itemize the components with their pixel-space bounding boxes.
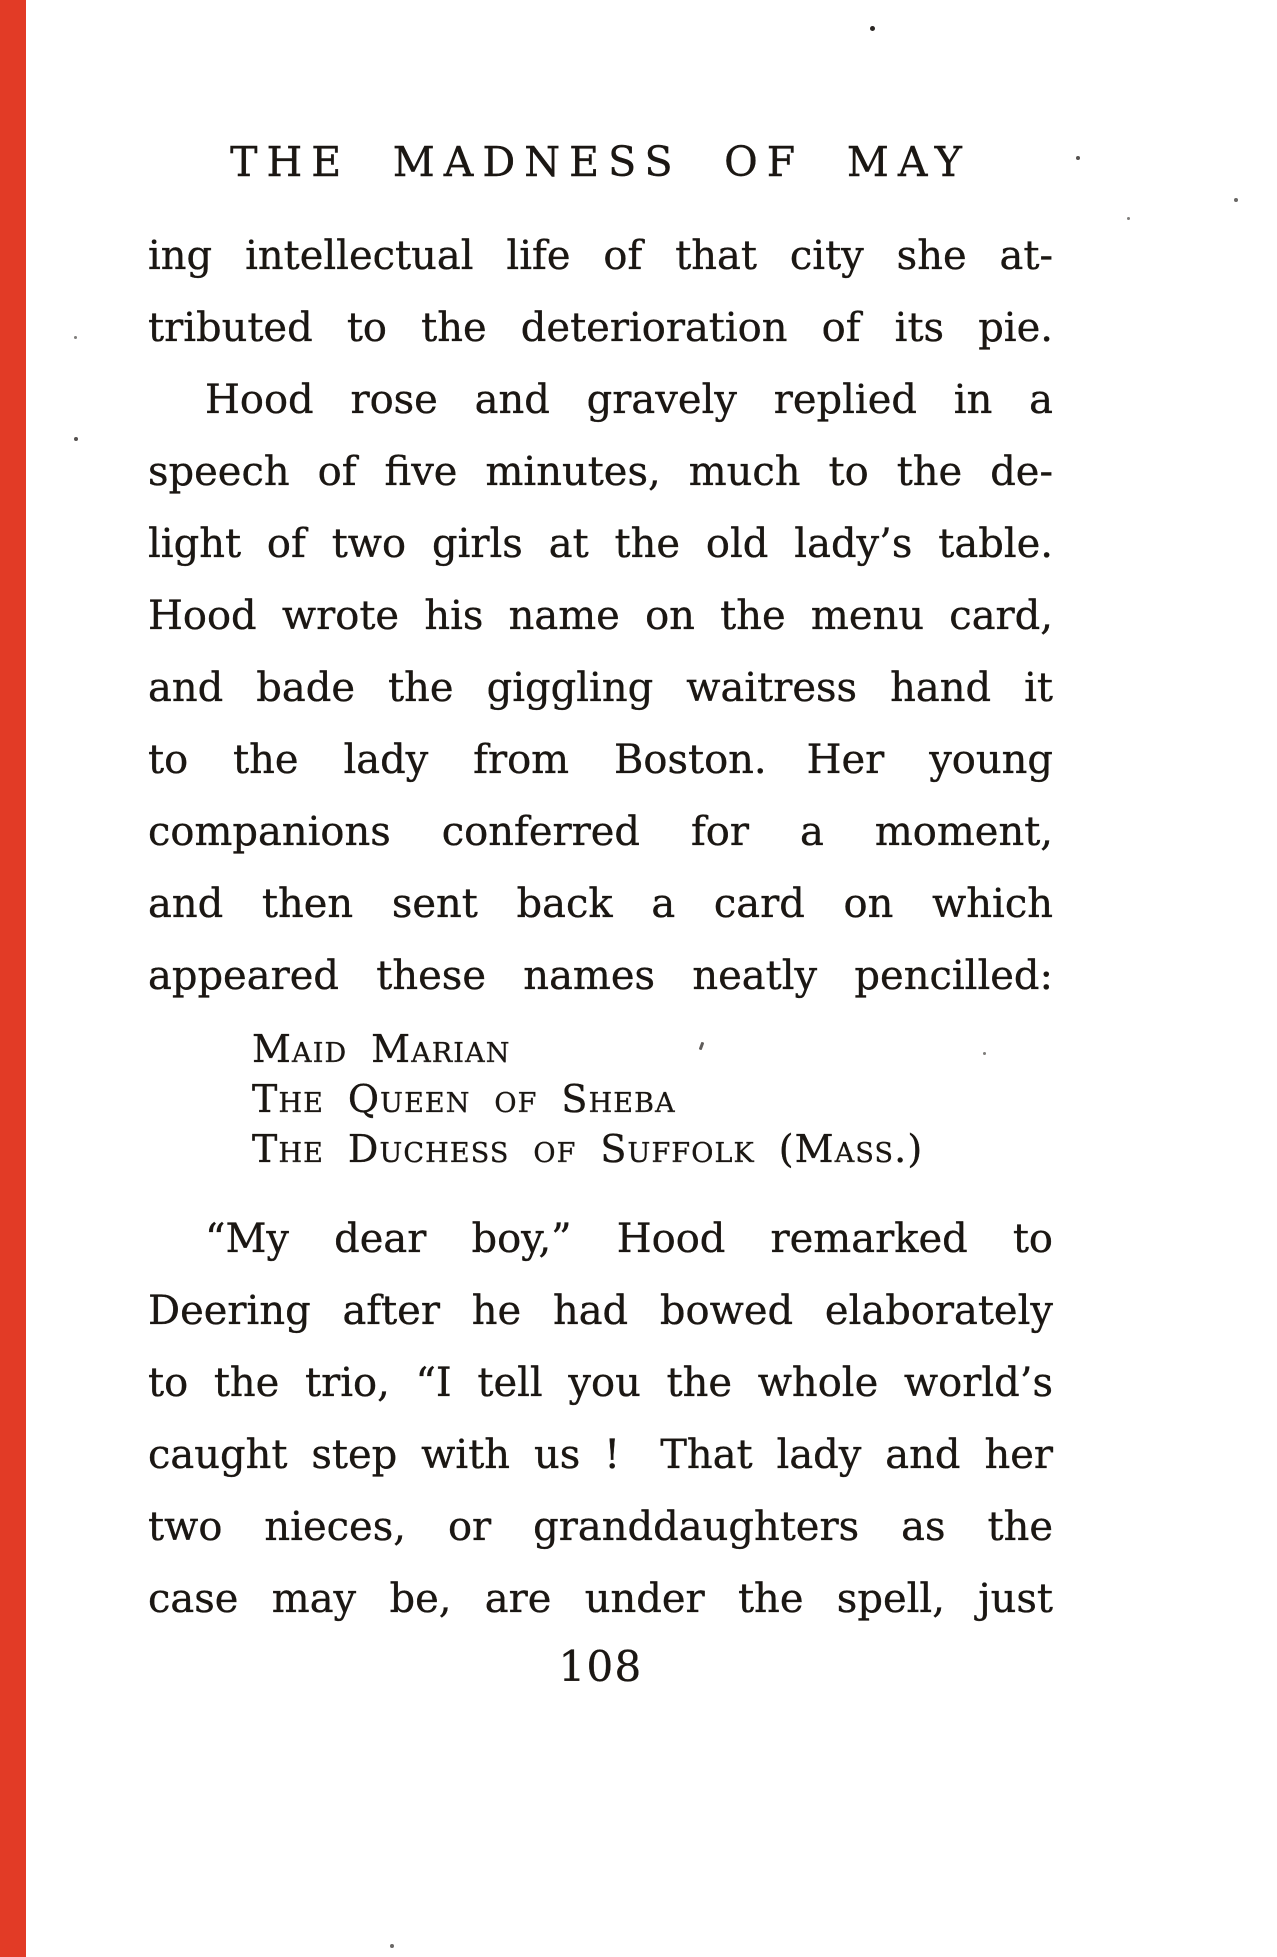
body-line: speech of five minutes, much to the de- bbox=[148, 449, 1053, 495]
scan-speck bbox=[1127, 217, 1130, 220]
body-paragraph-1 bbox=[148, 220, 1053, 1012]
scan-speck bbox=[74, 336, 77, 339]
body-line: “My dear boy,” Hood remarked to bbox=[205, 1216, 1053, 1262]
card-name-line: The Queen of Sheba bbox=[252, 1077, 676, 1121]
body-line: tributed to the deterioration of its pie. bbox=[148, 305, 1053, 351]
running-header: THE MADNESS OF MAY bbox=[230, 138, 971, 186]
body-line: to the trio, “I tell you the whole world’s bbox=[148, 1360, 1053, 1406]
card-name-line: Maid Marian bbox=[252, 1027, 511, 1071]
body-line: caught step with us ! That lady and her bbox=[148, 1432, 1053, 1478]
scan-speck bbox=[1234, 198, 1238, 202]
body-line: two nieces, or granddaughters as the bbox=[148, 1504, 1053, 1550]
page-number: 108 bbox=[558, 1642, 643, 1691]
body-line: light of two girls at the old lady’s table. bbox=[148, 521, 1053, 567]
scan-speck bbox=[390, 1944, 394, 1948]
body-line: Deering after he had bowed elaborately bbox=[148, 1288, 1053, 1334]
body-line: ing intellectual life of that city she at- bbox=[148, 233, 1053, 279]
scan-speck bbox=[74, 437, 78, 441]
body-line: companions conferred for a moment, bbox=[148, 809, 1053, 855]
scan-speck bbox=[870, 26, 875, 31]
body-line: case may be, are under the spell, just bbox=[148, 1576, 1053, 1622]
scan-speck bbox=[983, 1052, 986, 1055]
body-line: Hood rose and gravely replied in a bbox=[205, 377, 1053, 423]
red-edge-stripe bbox=[0, 0, 26, 1957]
body-line: Hood wrote his name on the menu card, bbox=[148, 593, 1053, 639]
body-paragraph-2 bbox=[148, 1203, 1053, 1635]
card-name-line: The Duchess of Suffolk (Mass.) bbox=[252, 1127, 924, 1171]
body-line: to the lady from Boston. Her young bbox=[148, 737, 1053, 783]
body-line: and then sent back a card on which bbox=[148, 881, 1053, 927]
body-line: appeared these names neatly pencilled: bbox=[148, 953, 1053, 999]
scan-speck bbox=[1076, 156, 1080, 160]
body-line: and bade the giggling waitress hand it bbox=[148, 665, 1053, 711]
